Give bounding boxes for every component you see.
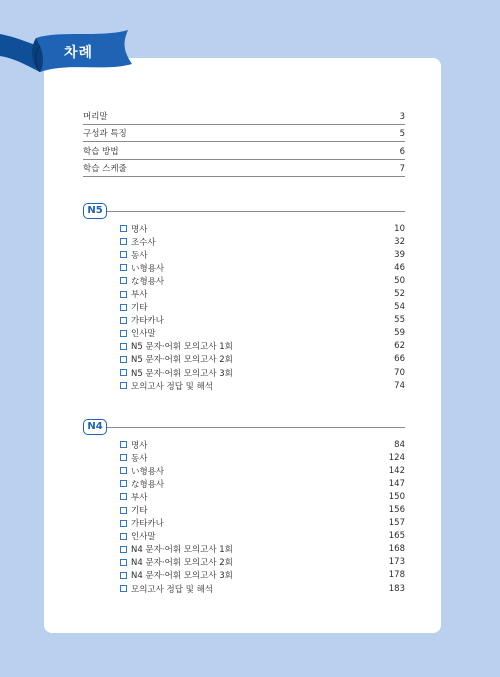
entry-label: な형용사 <box>131 479 165 490</box>
toc-entry[interactable] <box>83 107 405 125</box>
divider <box>107 427 405 428</box>
entry-label: 구성과 특징 <box>83 129 127 139</box>
level-badge: N4 <box>83 419 107 435</box>
section-header <box>83 203 405 219</box>
entry-page: 142 <box>388 465 405 476</box>
entry-page: 32 <box>394 236 405 247</box>
entry-page: 3 <box>399 111 405 122</box>
toc-entry[interactable] <box>120 569 405 582</box>
toc-entry[interactable] <box>120 314 405 327</box>
entry-label: 기타 <box>131 506 148 517</box>
toc-entry[interactable] <box>120 543 405 556</box>
level-badge: N5 <box>83 203 107 219</box>
entry-label: 명사 <box>131 440 148 451</box>
checkbox-icon <box>120 251 127 258</box>
entry-page: 7 <box>399 164 405 174</box>
entry-label: 모의고사 정답 및 해석 <box>131 381 214 392</box>
toc-entry[interactable] <box>120 556 405 569</box>
toc-entry[interactable] <box>120 582 405 595</box>
entry-label: N5 문자·어휘 모의고사 3회 <box>131 368 233 379</box>
checkbox-icon <box>120 369 127 376</box>
toc-entry[interactable] <box>120 222 405 235</box>
entry-page: 62 <box>394 341 405 352</box>
checkbox-icon <box>120 507 127 514</box>
entry-label: い형용사 <box>131 263 165 274</box>
entry-page: 6 <box>399 146 405 157</box>
entry-label: 기타 <box>131 303 148 314</box>
toc-entry[interactable] <box>120 353 405 366</box>
entry-page: 84 <box>394 439 405 450</box>
entry-page: 59 <box>394 328 405 339</box>
entry-page: 74 <box>394 380 405 391</box>
checkbox-icon <box>120 441 127 448</box>
entry-page: 5 <box>399 129 405 139</box>
checkbox-icon <box>120 480 127 487</box>
entry-page: 54 <box>394 302 405 313</box>
entry-label: 조수사 <box>131 237 156 248</box>
entry-label: 부사 <box>131 492 148 503</box>
entry-page: 124 <box>388 452 405 463</box>
entry-label: N5 문자·어휘 모의고사 1회 <box>131 342 233 353</box>
entry-label: N4 문자·어휘 모의고사 1회 <box>131 545 233 556</box>
entry-label: 동사 <box>131 250 148 261</box>
entry-label: 가타카나 <box>131 316 164 327</box>
toc-entry[interactable] <box>83 142 405 160</box>
checkbox-icon <box>120 546 127 553</box>
entry-page: 66 <box>394 354 405 365</box>
page-title: 차례 <box>64 45 94 61</box>
checkbox-icon <box>120 330 127 337</box>
entry-label: 가타카나 <box>131 519 164 530</box>
toc-entry[interactable] <box>83 125 405 143</box>
entry-page: 46 <box>394 262 405 273</box>
entry-page: 178 <box>388 570 405 581</box>
entry-label: い형용사 <box>131 466 165 477</box>
toc-entry[interactable] <box>120 451 405 464</box>
toc-entry[interactable] <box>120 340 405 353</box>
toc-entry[interactable] <box>120 379 405 392</box>
entry-page: 165 <box>388 531 405 542</box>
toc-entry[interactable] <box>120 464 405 477</box>
entry-label: 부사 <box>131 290 148 301</box>
section-n4 <box>83 419 405 595</box>
checkbox-icon <box>120 264 127 271</box>
entry-page: 52 <box>394 289 405 300</box>
checkbox-icon <box>120 559 127 566</box>
checkbox-icon <box>120 520 127 527</box>
checkbox-icon <box>120 467 127 474</box>
toc-entry[interactable] <box>120 327 405 340</box>
toc-entry[interactable] <box>120 287 405 300</box>
entry-label: 학습 방법 <box>83 146 119 157</box>
section-n5 <box>83 203 405 392</box>
checkbox-icon <box>120 585 127 592</box>
toc-entry[interactable] <box>120 235 405 248</box>
checkbox-icon <box>120 277 127 284</box>
entry-page: 50 <box>394 275 405 286</box>
entry-label: 인사말 <box>131 532 156 543</box>
toc-entry[interactable] <box>120 301 405 314</box>
entry-label: 동사 <box>131 453 148 464</box>
checkbox-icon <box>120 304 127 311</box>
entry-page: 10 <box>394 223 405 234</box>
entry-label: N4 문자·어휘 모의고사 2회 <box>131 558 233 569</box>
toc-entry[interactable] <box>120 438 405 451</box>
entry-label: N4 문자·어휘 모의고사 3회 <box>131 571 233 582</box>
toc-entry[interactable] <box>120 248 405 261</box>
entry-label: 모의고사 정답 및 해석 <box>131 584 214 595</box>
intro-list <box>83 107 405 177</box>
checkbox-icon <box>120 533 127 540</box>
entry-page: 147 <box>388 478 405 489</box>
checkbox-icon <box>120 493 127 500</box>
entry-label: N5 문자·어휘 모의고사 2회 <box>131 355 233 366</box>
entry-label: 학습 스케줄 <box>83 164 127 174</box>
entry-page: 173 <box>388 557 405 568</box>
entry-page: 150 <box>388 491 405 502</box>
checkbox-icon <box>120 356 127 363</box>
toc-entry[interactable] <box>120 490 405 503</box>
checkbox-icon <box>120 343 127 350</box>
toc-entry[interactable] <box>120 261 405 274</box>
checkbox-icon <box>120 454 127 461</box>
entry-page: 70 <box>394 367 405 378</box>
entry-page: 168 <box>388 544 405 555</box>
entry-label: 머리말 <box>83 111 108 122</box>
entry-label: な형용사 <box>131 276 165 287</box>
entry-page: 157 <box>388 518 405 529</box>
entry-label: 인사말 <box>131 329 156 340</box>
toc-entry[interactable] <box>120 530 405 543</box>
checkbox-icon <box>120 291 127 298</box>
toc-entry[interactable] <box>83 160 405 178</box>
entry-page: 183 <box>388 583 405 594</box>
entry-page: 39 <box>394 249 405 260</box>
checkbox-icon <box>120 572 127 579</box>
checkbox-icon <box>120 238 127 245</box>
toc-entry[interactable] <box>120 274 405 287</box>
toc-entry[interactable] <box>120 477 405 490</box>
checkbox-icon <box>120 382 127 389</box>
toc-entry[interactable] <box>120 366 405 379</box>
toc-entry[interactable] <box>120 517 405 530</box>
divider <box>107 211 405 212</box>
checkbox-icon <box>120 317 127 324</box>
section-header <box>83 419 405 435</box>
checkbox-icon <box>120 225 127 232</box>
toc-entry[interactable] <box>120 503 405 516</box>
entry-page: 156 <box>388 505 405 516</box>
title-ribbon <box>0 26 140 84</box>
entry-page: 55 <box>394 315 405 326</box>
entry-label: 명사 <box>131 224 148 235</box>
